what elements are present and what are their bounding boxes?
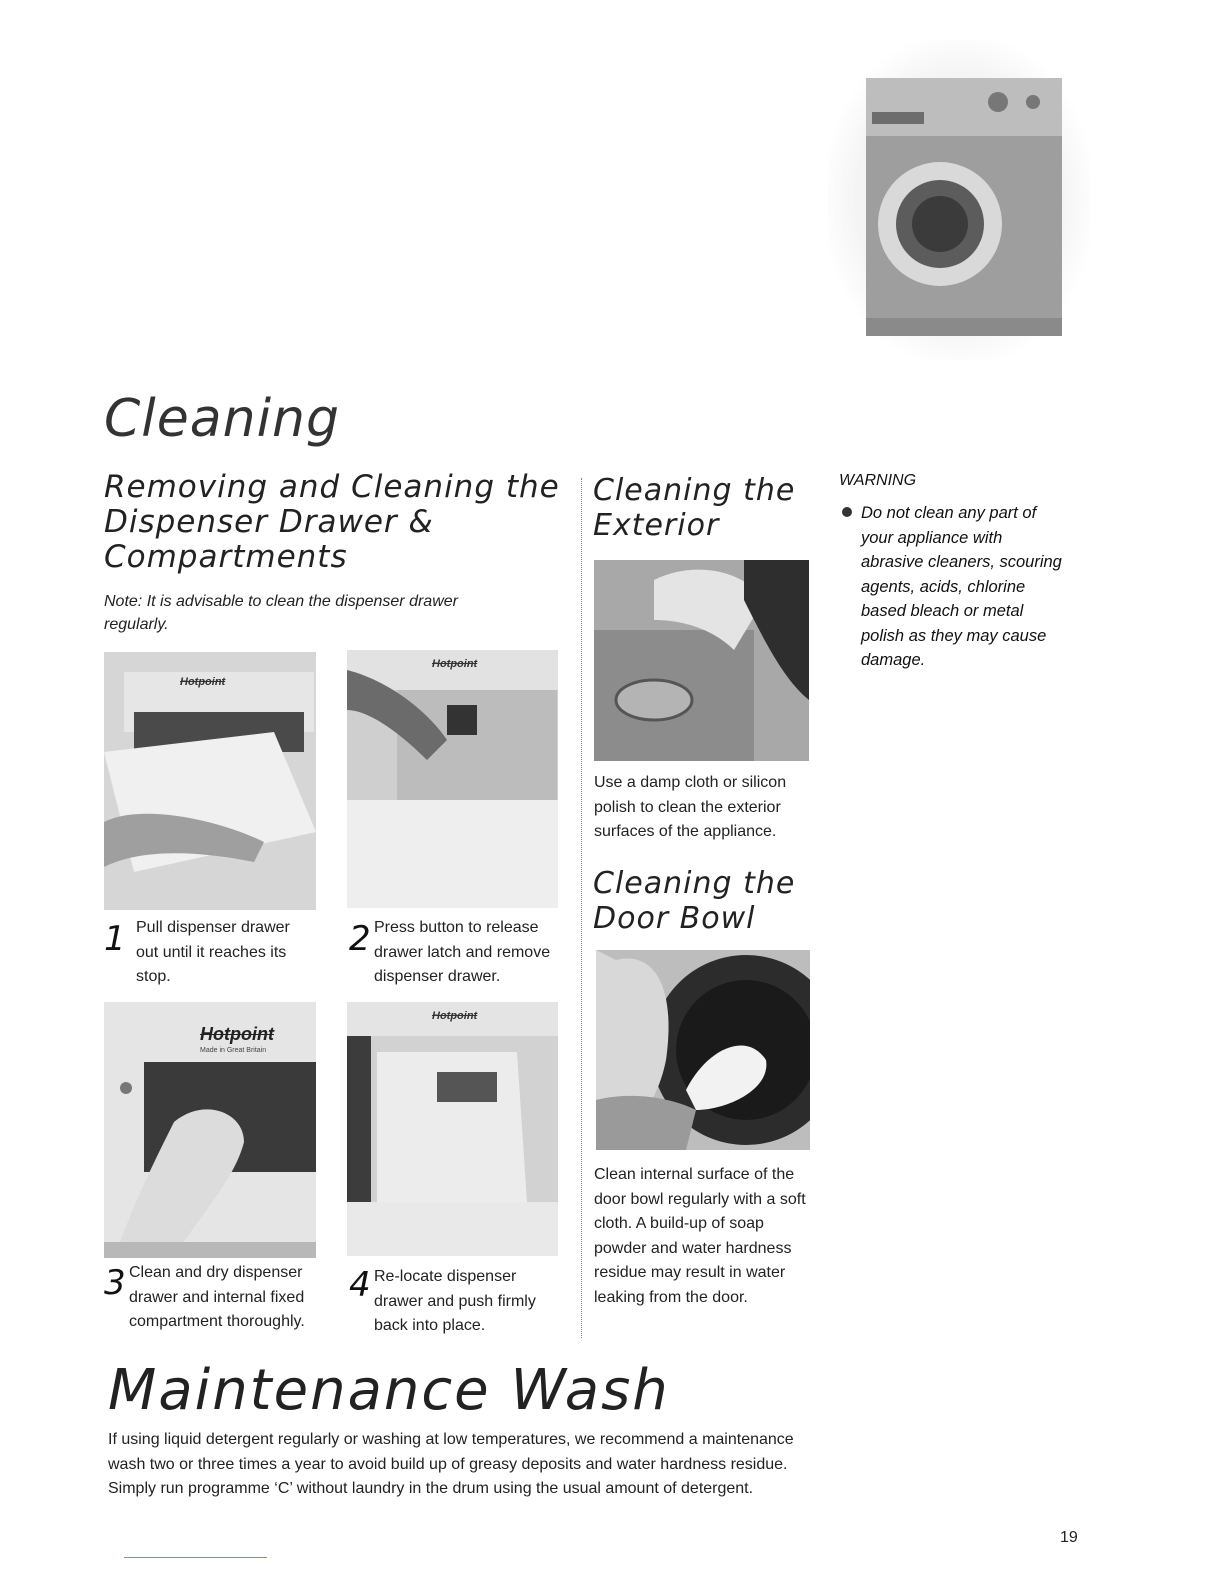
column-divider	[581, 478, 582, 1338]
step-1-text: Pull dispenser drawer out until it reaches its stop.	[136, 919, 290, 985]
step-2-number: 2	[349, 919, 371, 959]
step-4-brand-label: Hotpoint	[432, 1010, 478, 1022]
step-1-number: 1	[104, 919, 126, 959]
step-3-brand-sublabel: Made in Great Britain	[200, 1047, 267, 1054]
step-3-number: 3	[104, 1263, 126, 1303]
dispenser-section-heading: Removing and Cleaning the Dispenser Drawer & Compartments	[104, 469, 560, 575]
exterior-photo	[594, 560, 809, 761]
step-3-brand-label: Hotpoint	[200, 1024, 274, 1044]
step-1-brand-label: Hotpoint	[180, 676, 226, 688]
maintenance-heading: Maintenance Wash	[108, 1358, 670, 1423]
step-4-number: 4	[349, 1265, 371, 1305]
page-number: 19	[1060, 1529, 1078, 1546]
step-4-photo	[347, 1002, 558, 1256]
exterior-text: Use a damp cloth or silicon polish to clean the exterior surfaces of the appliance.	[594, 774, 787, 840]
step-4-text: Re-locate dispenser drawer and push firmly back into place.	[374, 1268, 536, 1334]
exterior-heading: Cleaning the Exterior	[593, 473, 796, 543]
door-bowl-text: Clean internal surface of the door bowl regularly with a soft cloth. A build-up of soap powder and water hardness residue may result in water leaking from the door.	[594, 1166, 806, 1306]
washing-machine-photo	[828, 40, 1090, 360]
dispenser-note: Note: It is advisable to clean the dispenser drawer regularly.	[104, 593, 458, 633]
door-bowl-heading: Cleaning the Door Bowl	[593, 866, 796, 936]
warning-text: Do not clean any part of your appliance with abrasive cleaners, scouring agents, acids, chlorine based bleach or metal polish as they may cause damage.	[861, 504, 1062, 669]
page-title: Cleaning	[104, 389, 340, 449]
step-3-text: Clean and dry dispenser drawer and internal fixed compartment thoroughly.	[129, 1264, 305, 1330]
step-1-photo	[104, 652, 316, 910]
bottom-rule	[124, 1557, 267, 1558]
door-bowl-photo	[596, 950, 810, 1150]
warning-bullet-icon	[842, 507, 852, 517]
step-2-brand-label: Hotpoint	[432, 658, 478, 670]
warning-title: WARNING	[839, 472, 917, 489]
step-2-text: Press button to release drawer latch and remove dispenser drawer.	[374, 919, 551, 985]
step-2-photo	[347, 650, 558, 908]
maintenance-text: If using liquid detergent regularly or washing at low temperatures, we recommend a maintenance wash two or three times a year to avoid build up of greasy deposits and water hardness residue. Simply run programme ‘C’ without laundry in the drum using the usual amount of detergent.	[108, 1431, 794, 1497]
